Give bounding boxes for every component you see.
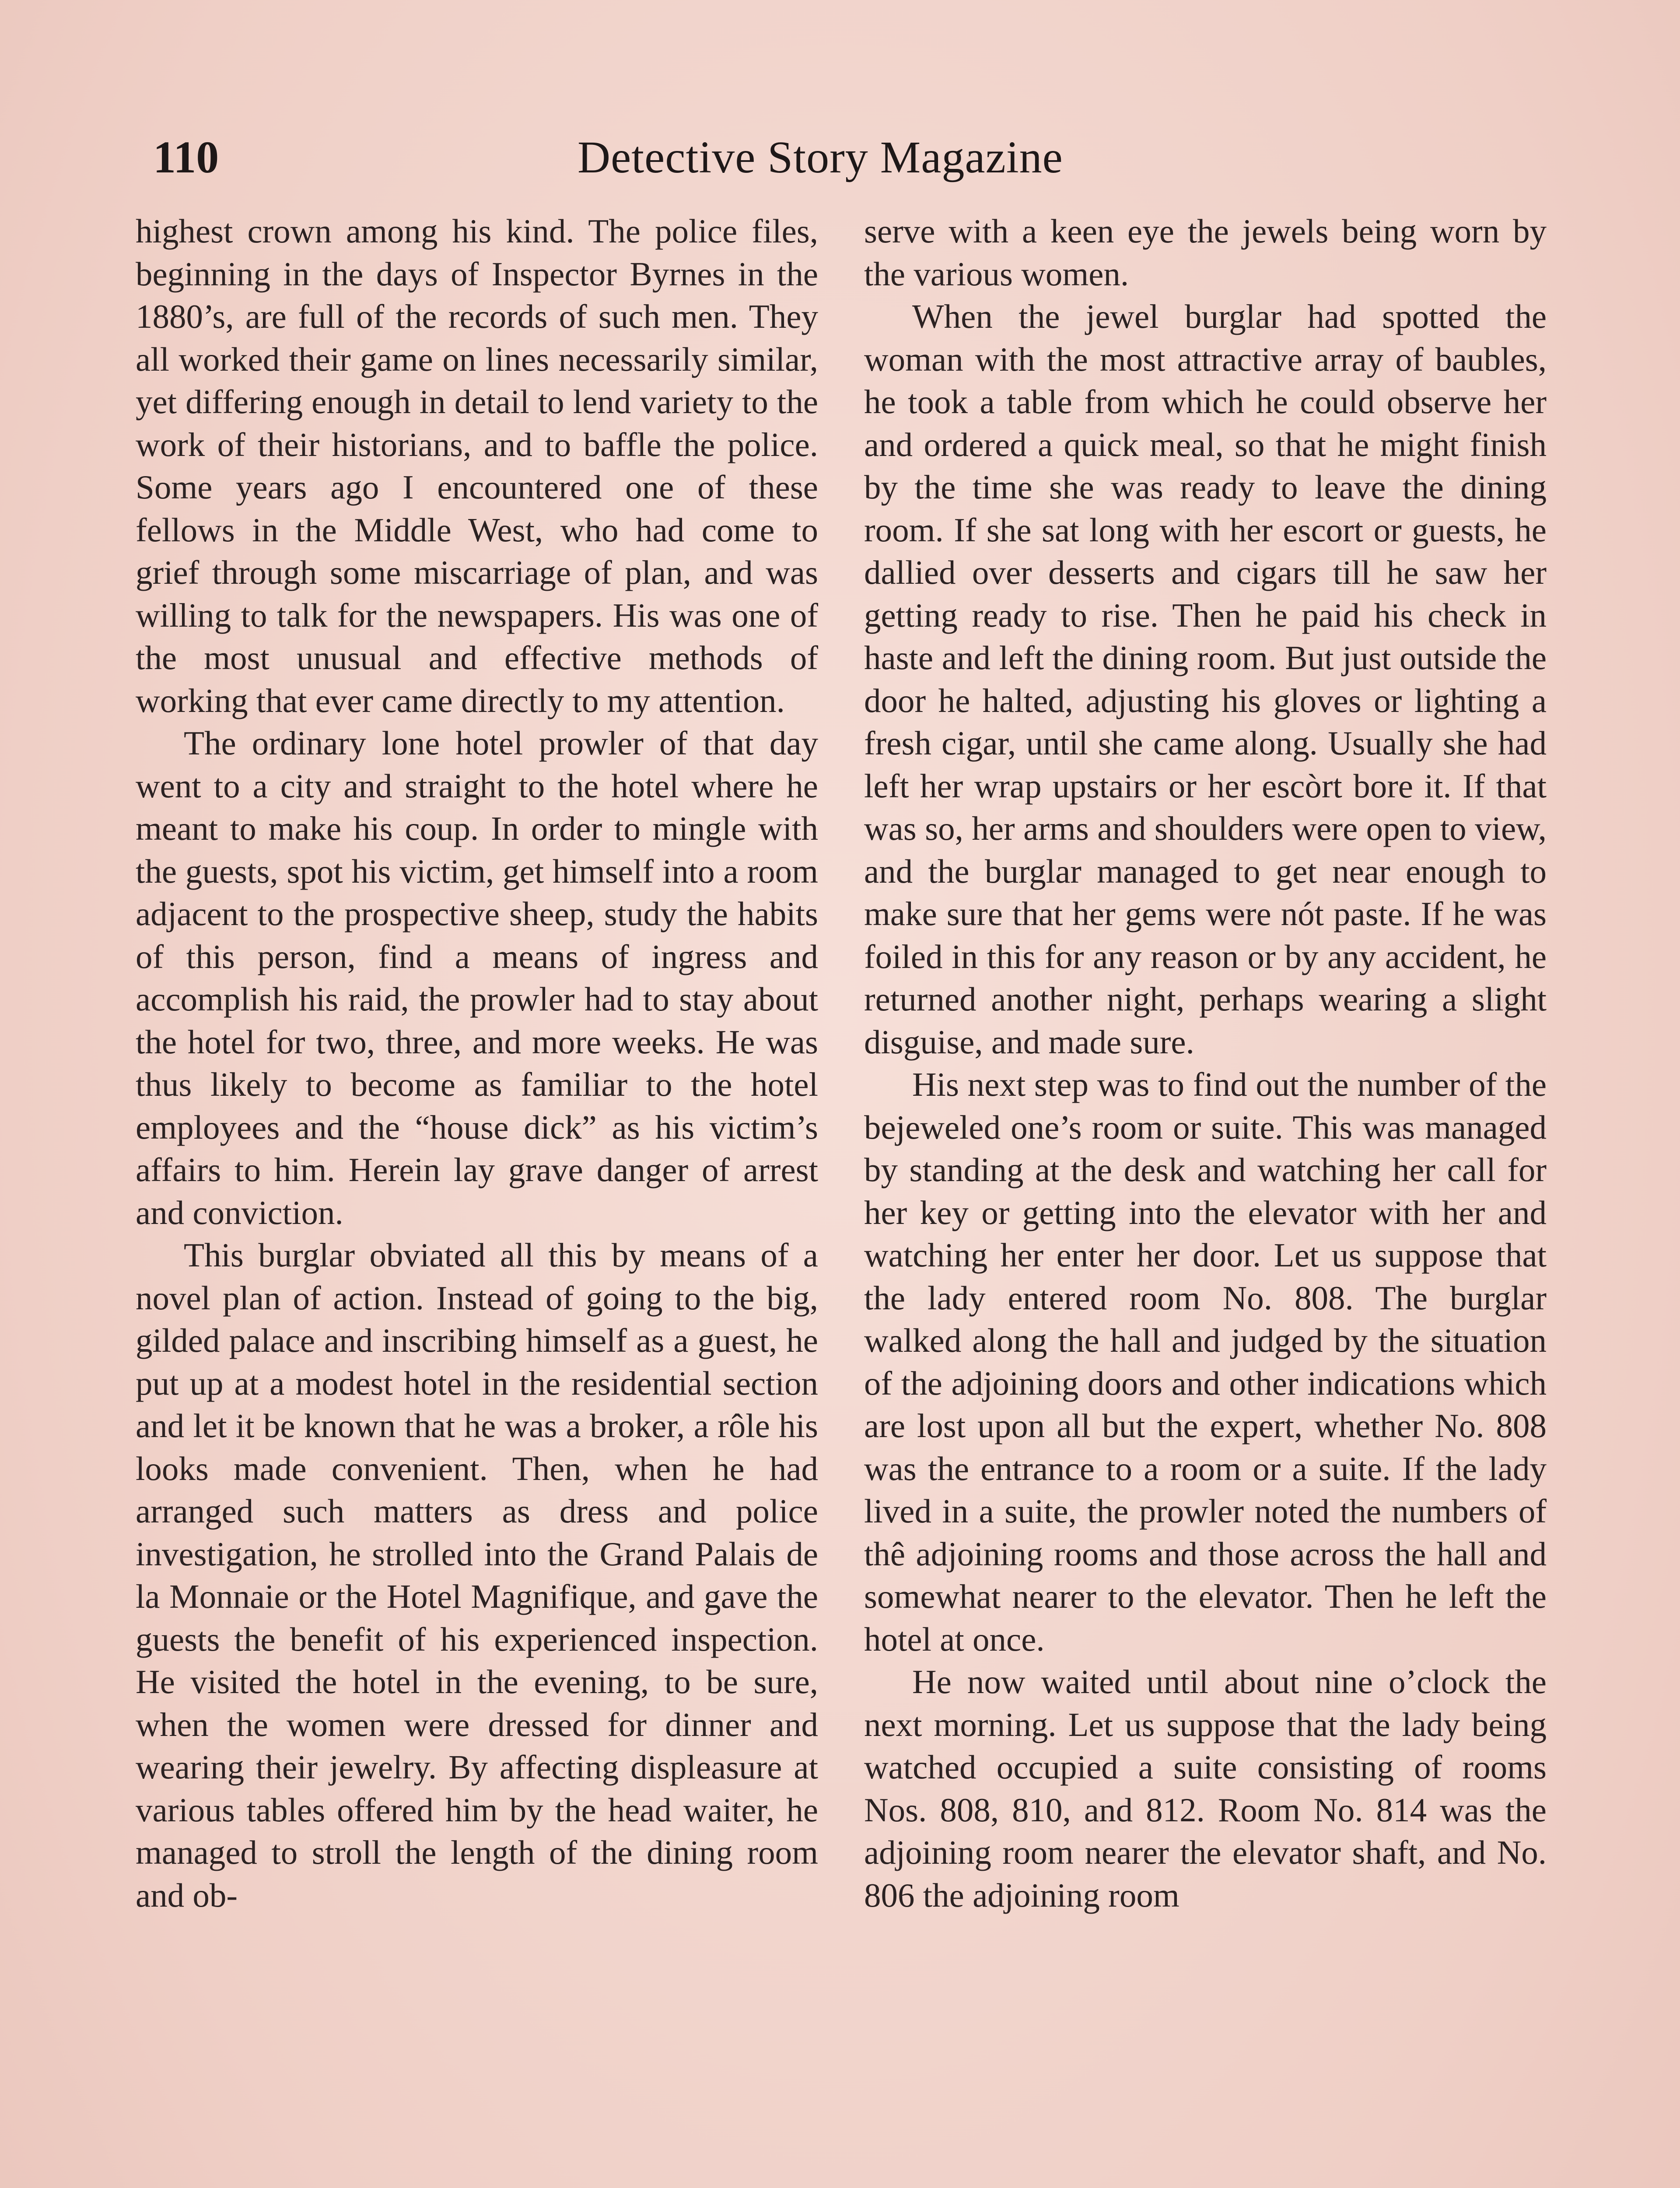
- paragraph: highest crown among his kind. The police files, beginning in the days of Inspector Byrnes in the 1880’s, are full of the records of such men. They all worked their game on lines necessarily similar, yet differing enough in detail to lend variety to the work of their historians, and to baffle the police. Some years ago I encountered one of these fellows in the Middle West, who had come to grief through some miscarriage of plan, and was willing to talk for the newspapers. His was one of the most unusual and effective methods of working that ever came directly to my attention.: [136, 212, 818, 719]
- page-number: 110: [153, 132, 219, 182]
- paragraph: This burglar obviated all this by means of a novel plan of action. Instead of going to the big, gilded palace and inscribing himself as a guest, he put up at a modest hotel in the residential section and let it be known that he was a broker, a rôle his looks made convenient. Then, when he had arranged such matters as dress and police investigation, he strolled into the Grand Palais de la Monnaie or the Hotel Magnifique, and gave the guests the benefit of his experienced inspection. He visited the hotel in the evening, to be sure, when the women were dressed for dinner and wearing their jewelry. By affecting displeasure at various tables offered him by the head waiter, he managed to stroll the length of the dining room and ob-: [136, 1236, 818, 1914]
- paragraph: He now waited until about nine o’clock the next morning. Let us suppose that the lady being watched occupied a suite consisting of rooms Nos. 808, 810, and 812. Room No. 814 was the adjoining room nearer the elevator shaft, and No. 806 the adjoining room: [864, 1663, 1547, 1914]
- right-column: [864, 210, 1547, 1917]
- page-header: [153, 127, 1553, 193]
- paragraph: When the jewel burglar had spotted the woman with the most attractive array of baubles, he took a table from which he could observe her and ordered a quick meal, so that he might finish by the time she was ready to leave the dining room. If she sat long with her escort or guests, he dallied over desserts and cigars till he saw her getting ready to rise. Then he paid his check in haste and left the dining room. But just outside the door he halted, adjusting his gloves or lighting a fresh cigar, until she came along. Usually she had left her wrap upstairs or her escòrt bore it. If that was so, her arms and shoulders were open to view, and the burglar managed to get near enough to make sure that her gems were nót paste. If he was foiled in this for any reason or by any accident, he returned another night, perhaps wearing a slight disguise, and made sure.: [864, 298, 1547, 1061]
- paragraph: His next step was to find out the number of the bejeweled one’s room or suite. This was managed by standing at the desk and watching her call for her key or getting into the elevator with her and watching her enter her door. Let us suppose that the lady entered room No. 808. The burglar walked along the hall and judged by the situation of the adjoining doors and other indications which are lost upon all but the expert, whether No. 808 was the entrance to a room or a suite. If the lady lived in a suite, the prowler noted the numbers of thê adjoining rooms and those across the hall and somewhat nearer to the elevator. Then he left the hotel at once.: [864, 1066, 1547, 1658]
- running-title: Detective Story Magazine: [578, 132, 1063, 182]
- paragraph: serve with a keen eye the jewels being worn by the various women.: [864, 212, 1547, 293]
- paragraph: The ordinary lone hotel prowler of that day went to a city and straight to the hotel where he meant to make his coup. In order to mingle with the guests, spot his victim, get himself into a room adjacent to the prospective sheep, study the habits of this person, find a means of ingress and accomplish his raid, the prowler had to stay about the hotel for two, three, and more weeks. He was thus likely to become as familiar to the hotel employees and the “house dick” as his victim’s affairs to him. Herein lay grave danger of arrest and conviction.: [136, 724, 818, 1231]
- left-column: [136, 210, 818, 1917]
